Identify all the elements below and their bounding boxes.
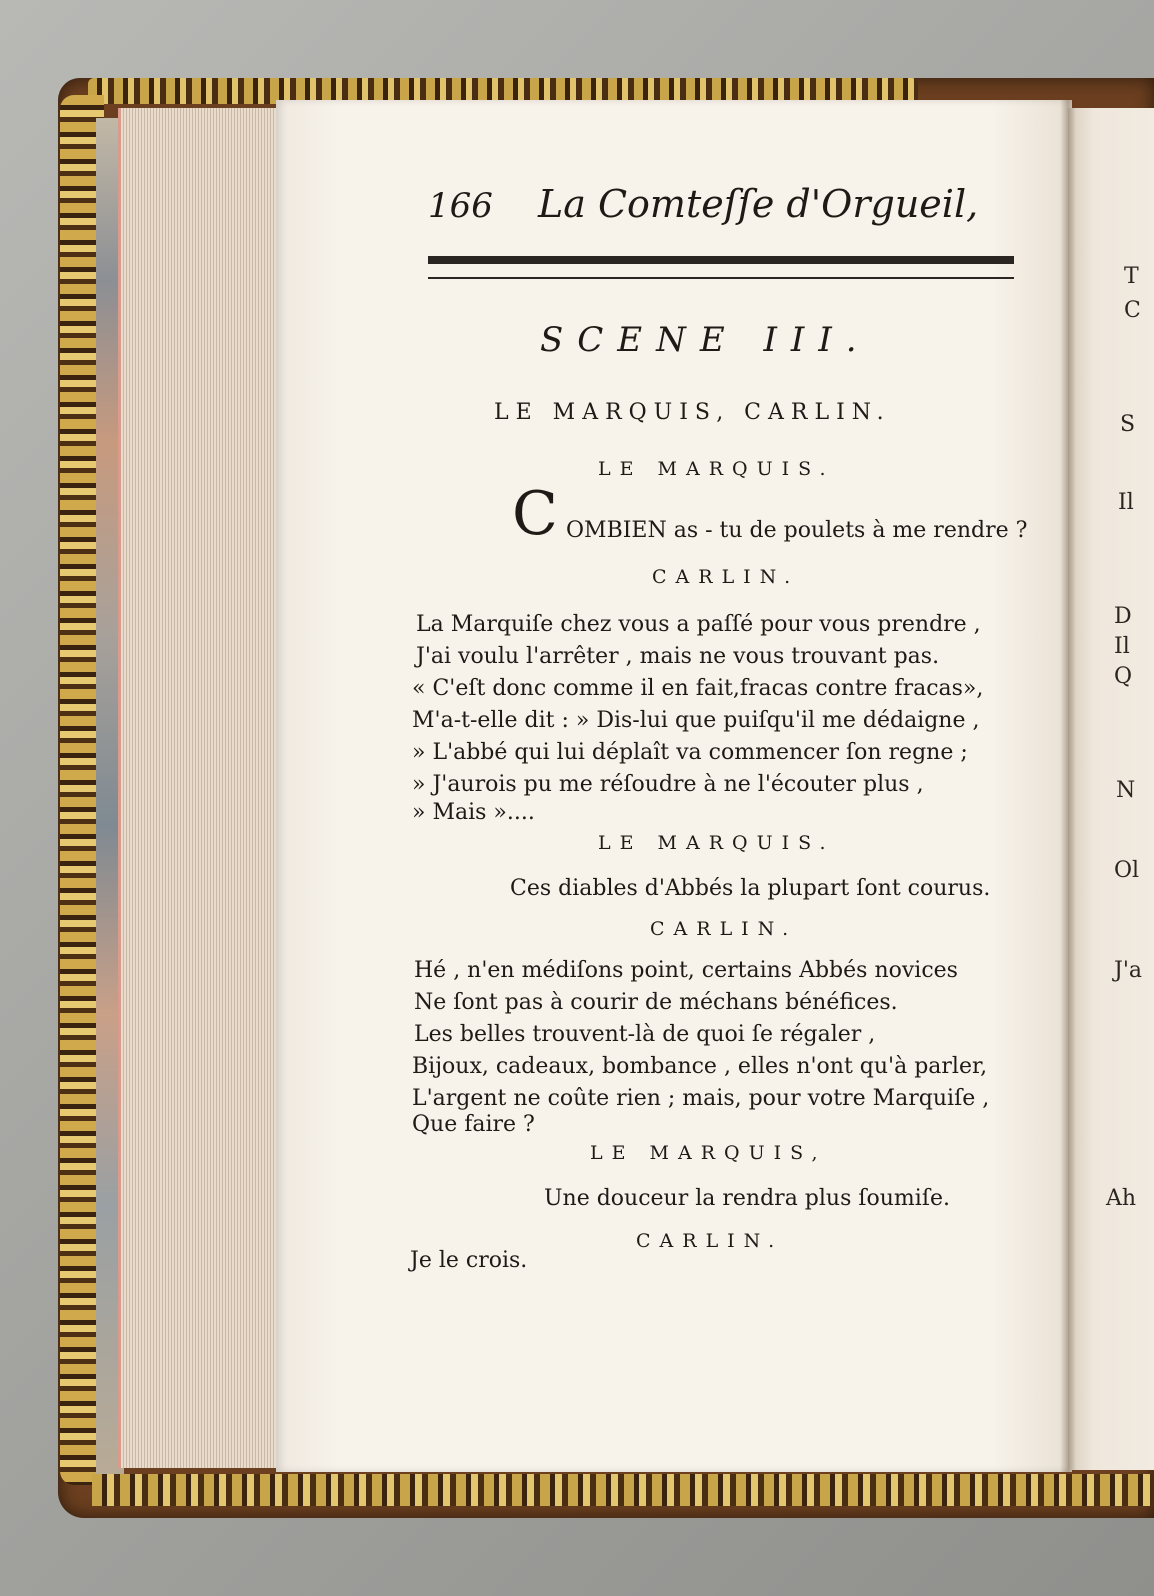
next-page-fragment: J'a [1114, 958, 1142, 983]
next-page-fragment: Il [1118, 490, 1134, 515]
speaker-label: CARLIN. [650, 918, 798, 940]
next-page-fragment: C [1124, 298, 1141, 323]
verse-line: Ces diables d'Abbés la plupart ſont courus. [510, 876, 991, 901]
verse-line: La Marquiſe chez vous a paſſé pour vous prendre , [416, 612, 981, 637]
speaker-label: LE MARQUIS. [598, 832, 835, 854]
speaker-label: CARLIN. [652, 566, 800, 588]
scene-title: SCENE III. [540, 320, 871, 360]
gilt-border-bottom [92, 1474, 1154, 1506]
verse-line: OMBIEN as - tu de poulets à me rendre ? [566, 518, 1028, 543]
verse-line: Bijoux, cadeaux, bombance , elles n'ont qu'à parler, [412, 1054, 988, 1079]
next-page-fragment: Ol [1114, 858, 1140, 883]
page-number: 166 [428, 186, 493, 226]
speaker-label: CARLIN. [636, 1230, 784, 1252]
verse-line: L'argent ne coûte rien ; mais, pour votre Marquiſe , [412, 1086, 990, 1111]
verse-line: M'a-t-elle dit : » Dis-lui que puiſqu'il me dédaigne , [412, 708, 980, 733]
verse-line: » Mais ».... [412, 800, 535, 825]
verse-line: Hé , n'en médiſons point, certains Abbés novices [414, 958, 958, 983]
next-page-fragment: N [1116, 778, 1136, 803]
next-page-fragment: D [1114, 604, 1132, 629]
next-page-fragment: T [1124, 264, 1139, 289]
page-edges [118, 108, 291, 1468]
header-rule-thick [428, 256, 1014, 264]
cast-list: LE MARQUIS, CARLIN. [494, 400, 891, 425]
book-gutter [1060, 100, 1076, 1472]
verse-line: Ne ſont pas à courir de méchans bénéfices. [414, 990, 898, 1015]
verse-line: » J'aurois pu me réſoudre à ne l'écouter plus , [412, 772, 924, 797]
running-title: La Comteſſe d'Orgueil, [538, 182, 979, 226]
verse-line: « C'eſt donc comme il en fait,fracas contre fracas», [412, 676, 984, 701]
right-page-fragment [1068, 108, 1154, 1470]
verse-line: Les belles trouvent-là de quoi ſe régaler , [414, 1022, 876, 1047]
drop-cap: C [512, 479, 558, 549]
next-page-fragment: Ah [1106, 1186, 1137, 1211]
next-page-fragment: Q [1114, 664, 1133, 689]
header-rule-thin [428, 277, 1014, 279]
speaker-label: LE MARQUIS. [598, 458, 835, 480]
next-page-fragment: S [1120, 412, 1136, 437]
next-page-fragment: Il [1114, 634, 1130, 659]
verse-line: Je le crois. [410, 1248, 528, 1273]
speaker-label: LE MARQUIS, [590, 1142, 827, 1164]
verse-line: Une douceur la rendra plus ſoumiſe. [544, 1186, 950, 1211]
verse-line: J'ai voulu l'arrêter , mais ne vous trouvant pas. [416, 644, 940, 669]
verse-line: Que faire ? [412, 1112, 535, 1137]
verse-line: » L'abbé qui lui déplaît va commencer ſon regne ; [412, 740, 968, 765]
